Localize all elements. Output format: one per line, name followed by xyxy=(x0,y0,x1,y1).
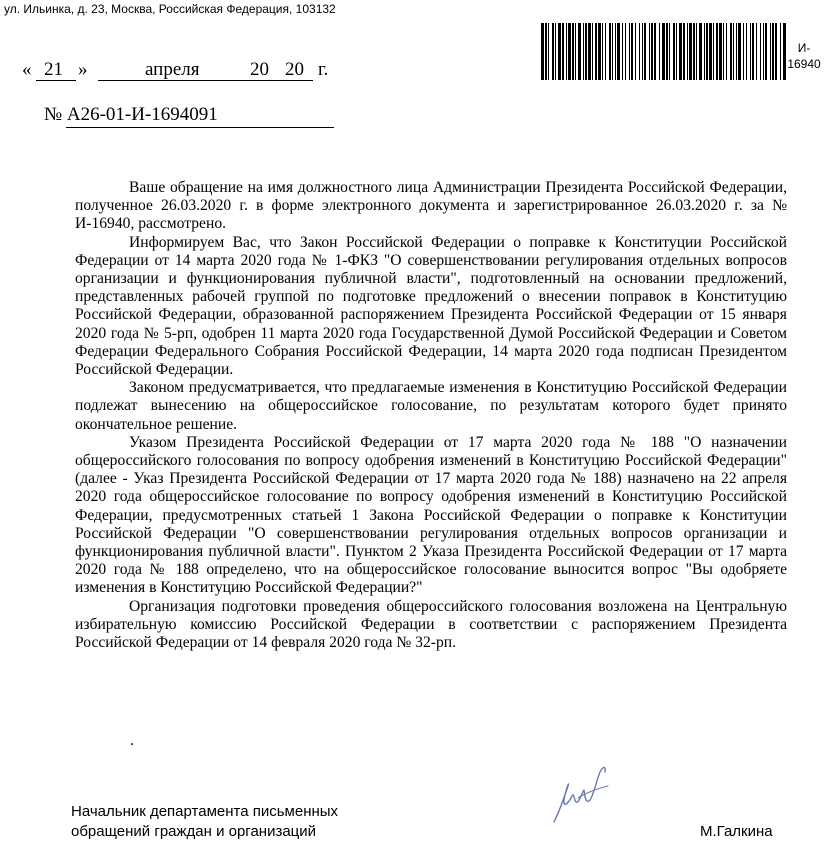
registration-code xyxy=(784,40,824,72)
body-paragraph: Законом предусматривается, что предлагаемые изменения в Конституцию Российской Федерации подлежат вынесению на общероссийское голосование, по результатам которого будет принято окончательное решение. xyxy=(75,379,787,433)
signatory-role-line: обращений граждан и организаций xyxy=(71,823,317,840)
date-close-quote: » xyxy=(78,59,88,80)
body-paragraph: Указом Президента Российской Федерации от 17 марта 2020 года № 188 "О назначении общероссийского голосования по вопросу одобрения изменений в Конституцию Российской Федерации" (далее - Указ Президента Российской Федерации от 17 марта 2020 года № 188) назначено на 22 апреля 2020 года общероссийское голосование по вопросу одобрения изменений в Конституцию Российской Федерации, предусмотренных статьей 1 Закона Российской Федерации о поправке к Конституции Российской Федерации "О совершенствовании регулирования отдельных вопросов организации и функционирования публичной власти". Пунктом 2 Указа Президента Российской Федерации от 17 марта 2020 года № 188 определено, что на общероссийское голосование выносится вопрос "Вы одобряете изменения в Конституцию Российской Федерации?" xyxy=(75,433,787,597)
barcode-icon xyxy=(541,23,786,80)
sender-address: ул. Ильинка, д. 23, Москва, Российская Федерация, 103132 xyxy=(4,2,336,16)
trailing-mark: . xyxy=(130,732,134,749)
letter-body xyxy=(75,179,787,652)
body-paragraph: Организация подготовки проведения общероссийского голосования возложена на Центральную избирательную комиссию Российской Федерации в соответствии с распоряжением Президента Российской Федерации от 14 февраля 2020 года № 32-рп. xyxy=(75,597,787,652)
registration-code-text: И- 16940 xyxy=(787,41,821,71)
date-year: 20 xyxy=(285,59,304,80)
date-day-underline xyxy=(36,80,76,81)
date-century: 20 xyxy=(250,59,269,80)
date-month: апреля xyxy=(145,59,200,80)
signatory-role-line: Начальник департамента письменных xyxy=(71,803,339,820)
date-open-quote: « xyxy=(22,59,32,80)
date-month-year-underline xyxy=(98,80,313,81)
body-paragraph: Ваше обращение на имя должностного лица Администрации Президента Российской Федерации, полученное 26.03.2020 г. в форме электронного документа и зарегистрированное 26.03.2020 г. за № И-16940, рассмотрено. xyxy=(75,179,787,233)
body-paragraph: Информируем Вас, что Закон Российской Федерации о поправке к Конституции Российской Федерации от 14 марта 2020 года № 1-ФКЗ "О совершенствовании регулирования отдельных вопросов организации и функционирования публичной власти", подготовленный на основании предложений, представленных рабочей группой по подготовке предложений о внесении поправок в Конституцию Российской Федерации, образованной распоряжением Президента Российской Федерации от 15 января 2020 года № 5-рп, одобрен 11 марта 2020 года Государственной Думой Российской Федерации и Советом Федерации Федерального Собрания Российской Федерации, 14 марта 2020 года подписан Президентом Российской Федерации. xyxy=(75,233,787,379)
document-number: № А26-01-И-1694091 xyxy=(44,104,218,125)
document-number-underline xyxy=(66,127,334,128)
handwritten-signature-icon xyxy=(548,764,610,824)
date-day: 21 xyxy=(44,59,63,80)
signatory-name: М.Галкина xyxy=(700,823,773,840)
signatory-role xyxy=(71,802,338,842)
date-year-suffix: г. xyxy=(318,59,329,80)
